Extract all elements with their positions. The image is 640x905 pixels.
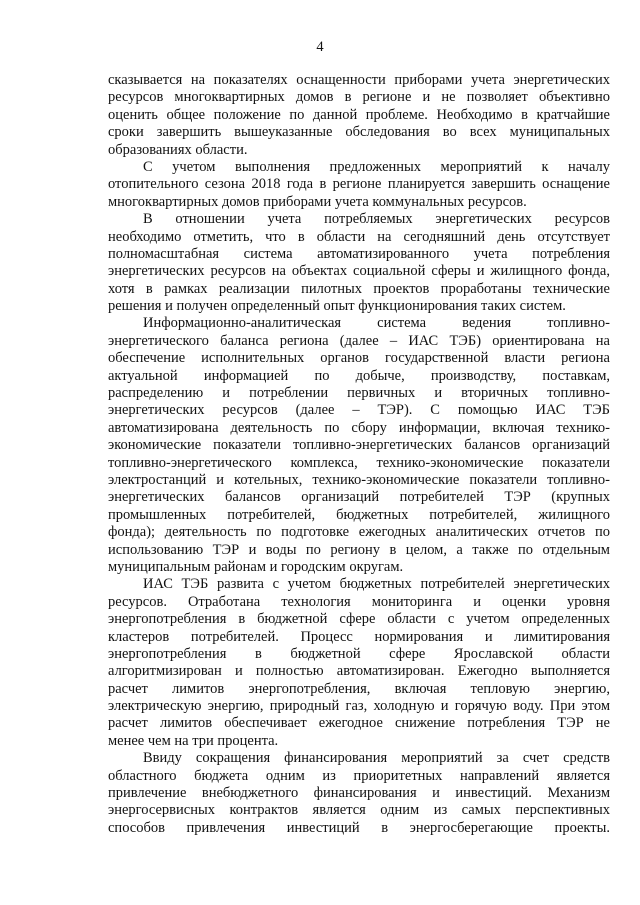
body-text [108,72,610,837]
text-line: обеспечение исполнительных органов государственной власти региона [108,350,610,367]
text-line: хотя в рамках реализации пилотных проектов проработаны технические [108,280,610,297]
text-line: полномасштабная система автоматизированного учета потребления [108,245,610,262]
text-line: промышленных потребителей, бюджетных потребителей, жилищного [108,506,610,523]
text-line: отопительного сезона 2018 года в регионе планируется завершить оснащение [108,176,610,193]
text-line: ресурсов. Отработана технология мониторинга и оценки уровня [108,593,610,610]
text-line: В отношении учета потребляемых энергетических ресурсов [143,211,610,228]
text-line: необходимо отметить, что в области на сегодняшний день отсутствует [108,228,610,245]
text-line: энергетического баланса региона (далее – ИАС ТЭБ) ориентирована на [108,332,610,349]
text-line: муниципальным районам и городским округам. [108,558,404,575]
text-line: расчет лимитов энергопотребления, включая тепловую энергию, [108,680,610,697]
text-line: энергетических ресурсов (далее – ТЭР). С помощью ИАС ТЭБ [108,402,610,419]
text-line: энергопотребления в бюджетной сфере области с учетом определенных [108,611,610,628]
text-line: ресурсов многоквартирных домов в регионе и не позволяет объективно [108,89,610,106]
text-line: топливно-энергетического комплекса, технико-экономические показатели [108,454,610,471]
text-line: актуальной информацией по добыче, производству, поставкам, [108,367,610,384]
text-line: использованию ТЭР и воды по региону в целом, а также по отдельным [108,541,610,558]
text-line: Информационно-аналитическая система ведения топливно- [143,315,610,332]
text-line: сроки завершить вышеуказанные обследования во всех муниципальных [108,124,610,141]
text-line: способов привлечения инвестиций в энергосберегающие проекты. [108,819,610,836]
text-line: кластеров потребителей. Процесс нормирования и лимитирования [108,628,610,645]
text-line: фонда); деятельность по подготовке ежегодных аналитических отчетов по [108,524,610,541]
text-line: оценить общее положение по данной проблеме. Необходимо в кратчайшие [108,106,610,123]
text-line: энергопотребления в бюджетной сфере Ярославской области [108,645,610,662]
text-line: привлечение внебюджетного финансирования и инвестиций. Механизм [108,785,610,802]
text-line: сказывается на показателях оснащенности приборами учета энергетических [108,72,610,88]
text-line: менее чем на три процента. [108,732,279,749]
text-line: многоквартирных домов приборами учета коммунальных ресурсов. [108,193,527,210]
text-line: С учетом выполнения предложенных мероприятий к началу [143,158,610,175]
paragraph [108,576,610,750]
text-line: энергосервисных контрактов является одним из самых перспективных [108,802,610,819]
text-line: автоматизирована деятельность по сбору информации, включая технико- [108,419,610,436]
paragraph [108,159,610,211]
text-line: Ввиду сокращения финансирования мероприятий за счет средств [143,750,610,767]
text-line: электростанций и котельных, технико-экономические показатели топливно- [108,471,610,488]
text-line: образованиях области. [108,141,248,158]
text-line: распределению и потреблении первичных и вторичных топливно- [108,385,610,402]
paragraph [108,315,610,576]
page-number: 4 [316,39,324,55]
text-line: расчет лимитов обеспечивает ежегодное снижение потребления ТЭР не [108,715,610,732]
text-line: энергетических ресурсов на объектах социальной сферы и жилищного фонда, [108,263,610,280]
text-line: энергетических балансов организаций потребителей ТЭР (крупных [108,489,610,506]
paragraph [108,211,610,315]
text-line: электрическую энергию, природный газ, холодную и горячую воду. При этом [108,698,610,715]
paragraph [108,750,610,837]
text-line: решения и получен определенный опыт функционирования таких систем. [108,298,566,315]
text-line: алгоритмизирован и полностью автоматизирован. Ежегодно выполняется [108,663,610,680]
paragraph [108,72,610,159]
text-line: экономические показатели топливно-энергетических балансов организаций [108,437,610,454]
text-line: ИАС ТЭБ развита с учетом бюджетных потребителей энергетических [143,576,610,593]
text-line: областного бюджета одним из приоритетных направлений является [108,767,610,784]
